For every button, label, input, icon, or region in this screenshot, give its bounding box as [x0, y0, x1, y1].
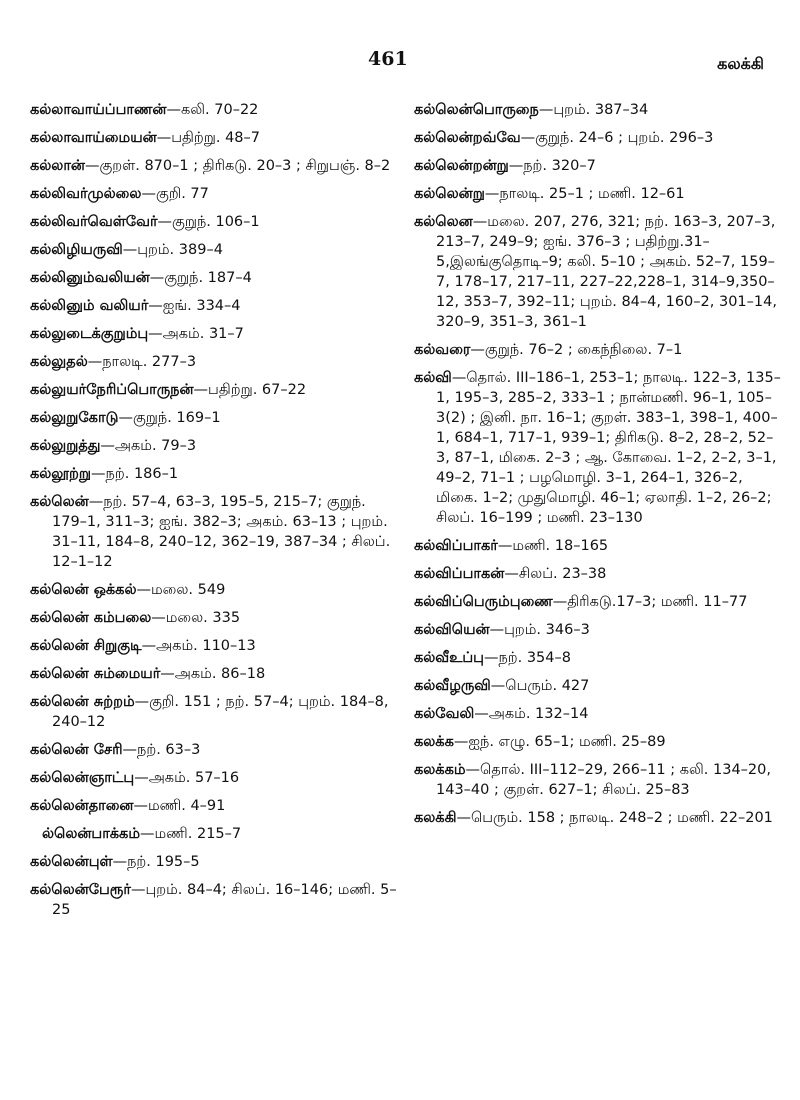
index-entry: [30, 100, 398, 120]
entry-references: —அகம். 31–7: [148, 326, 244, 342]
entry-references: —ஐந். எழு. 65–1; மணி. 25–89: [453, 734, 666, 750]
index-entry: [30, 692, 398, 732]
index-entry: [30, 268, 398, 288]
index-entry: [30, 240, 398, 260]
entry-headword: கல்லென: [414, 214, 473, 230]
entry-headword: கல்லென்று: [414, 186, 485, 202]
entry-headword: கல்லென்பேரூர்: [30, 882, 131, 898]
index-entry: [414, 620, 784, 640]
entry-headword: கல்லென்றன்று: [414, 158, 509, 174]
index-entry: [30, 824, 398, 844]
entry-references: —ஐங். 334–4: [148, 298, 241, 314]
entry-headword: கல்வி: [414, 370, 452, 386]
index-entry: [414, 648, 784, 668]
index-entry: [414, 340, 784, 360]
entry-references: —அகம். 132–14: [474, 706, 589, 722]
index-entry: [414, 564, 784, 584]
entry-references: —குறுந். 106–1: [157, 214, 260, 230]
index-entry: [30, 408, 398, 428]
entry-references: —மணி. 215–7: [140, 826, 242, 842]
index-entry: [414, 676, 784, 696]
entry-headword: கல்லென் சும்மையர்: [30, 666, 161, 682]
entry-references: —புறம். 84–4; சிலப். 16–146; மணி. 5–25: [52, 882, 397, 918]
entry-headword: கல்வீழருவி: [414, 678, 491, 694]
entry-references: —நற். 63–3: [122, 742, 201, 758]
index-entry: [30, 184, 398, 204]
entry-headword: கல்லென் ஒக்கல்: [30, 582, 137, 598]
entry-headword: கல்லுறுத்து: [30, 438, 101, 454]
left-column: [30, 100, 398, 928]
entry-headword: கல்லுறுகோடு: [30, 410, 119, 426]
entry-headword: கல்லாவாய்மையன்: [30, 130, 157, 146]
entry-references: —அகம். 110–13: [141, 638, 256, 654]
entry-references: —புறம். 387–34: [538, 102, 649, 118]
index-entry: [414, 156, 784, 176]
entry-headword: கல்வேலி: [414, 706, 475, 722]
entry-references: —பதிற்று. 48–7: [156, 130, 261, 146]
entry-references: —பெரும். 427: [490, 678, 590, 694]
entry-headword: கல்லென்றவ்வே: [414, 130, 521, 146]
entry-headword: கல்லென்புள்: [30, 854, 113, 870]
entry-headword: கல்லிழியருவி: [30, 242, 123, 258]
entry-headword: கல்லாவாய்ப்பாணன்: [30, 102, 167, 118]
entry-references: —நற். 320–7: [508, 158, 596, 174]
entry-references: —சிலப். 23–38: [504, 566, 607, 582]
entry-headword: கல்லென்தானை: [30, 798, 134, 814]
index-entry: [30, 212, 398, 232]
entry-headword: கல்லென் சுற்றம்: [30, 694, 135, 710]
entry-headword: கலக்க: [414, 734, 454, 750]
index-entry: [414, 808, 784, 828]
index-entry: [30, 464, 398, 484]
index-entry: [414, 128, 784, 148]
entry-references: —மலை. 549: [136, 582, 226, 598]
entry-references: —தொல். III–112–29, 266–11 ; கலி. 134–20, 143–40 ; குறள். 627–1; சிலப். 25–83: [436, 762, 771, 798]
entry-references: —குறி. 151 ; நற். 57–4; புறம். 184–8, 240–12: [52, 694, 389, 730]
entry-references: —நாலடி. 25–1 ; மணி. 12–61: [484, 186, 685, 202]
index-entry: [414, 212, 784, 332]
entry-references: —அகம். 86–18: [160, 666, 266, 682]
entry-references: —அகம். 57–16: [134, 770, 240, 786]
index-entry: [30, 852, 398, 872]
page-number: 461: [368, 48, 408, 70]
entry-references: —மணி. 18–165: [497, 538, 609, 554]
entry-headword: கல்விப்பெரும்புணை: [414, 594, 553, 610]
entry-headword: கல்லென் சிறுகுடி: [30, 638, 142, 654]
right-column: [414, 100, 784, 836]
index-entry: [414, 536, 784, 556]
index-entry: [30, 580, 398, 600]
entry-headword: கல்விப்பாகன்: [414, 566, 505, 582]
entry-headword: கல்லிவர்முல்லை: [30, 186, 142, 202]
index-entry: [30, 740, 398, 760]
entry-headword: கல்லென்பொருநை: [414, 102, 539, 118]
entry-headword: கல்வீஉப்பு: [414, 650, 484, 666]
entry-references: —அகம். 79–3: [100, 438, 197, 454]
entry-references: —தொல். III–186–1, 253–1; நாலடி. 122–3, 135–1, 195–3, 285–2, 333–1 ; நான்மணி. 96–1, 105–3(2) ; இனி. நா. 16–1; குறள். 383–1, 398–1, 400–1, 684–1, 717–1, 939–1; திரிகடு. 8–2, 28–2, 52–3, 87–1, மிகை. 2–3 ; ஆ. கோவை. 1–2, 2–2, 3–1, 49–2, 71–1 ; பழமொழி. 3–1, 264–1, 326–2, மிகை. 1–2; முதுமொழி. 46–1; ஏலாதி. 1–2, 26–2; சிலப். 16–199 ; மணி. 23–130: [436, 370, 781, 526]
index-entry: [414, 184, 784, 204]
entry-references: —குறுந். 187–4: [149, 270, 252, 286]
entry-headword: கல்லூற்று: [30, 466, 92, 482]
index-entry: [30, 608, 398, 628]
index-entry: [30, 636, 398, 656]
entry-headword: கல்வியென்: [414, 622, 490, 638]
entry-headword: கல்லென் கம்பலை: [30, 610, 152, 626]
entry-references: —புறம். 346–3: [489, 622, 590, 638]
entry-references: —நற். 57–4, 63–3, 195–5, 215–7; குறுந். 179–1, 311–3; ஐங். 382–3; அகம். 63–13 ; புறம். 31–11, 184–8, 240–12, 362–19, 387–34 ; சிலப். 12–1–12: [52, 494, 391, 570]
entry-headword: கல்லினும்வலியன்: [30, 270, 150, 286]
entry-references: —மணி. 4–91: [133, 798, 226, 814]
entry-headword: கல்வரை: [414, 342, 471, 358]
index-entry: [414, 704, 784, 724]
index-entry: [414, 592, 784, 612]
entry-references: —நாலடி. 277–3: [87, 354, 197, 370]
entry-headword: கல்லினும் வலியர்: [30, 298, 149, 314]
entry-references: —புறம். 389–4: [122, 242, 223, 258]
index-entry: [30, 156, 398, 176]
running-head: கலக்கி: [717, 54, 764, 73]
index-entry: [414, 368, 784, 528]
entry-references: —குறுந். 169–1: [118, 410, 221, 426]
entry-headword: கல்லிவர்வெள்வேர்: [30, 214, 158, 230]
index-entry: [30, 492, 398, 572]
index-entry: [414, 760, 784, 800]
entry-references: —குறுந். 24–6 ; புறம். 296–3: [520, 130, 714, 146]
entry-references: —கலி. 70–22: [166, 102, 259, 118]
index-entry: [30, 664, 398, 684]
index-entry: [30, 796, 398, 816]
entry-headword: கலக்கி: [414, 810, 457, 826]
entry-headword: கலக்கம்: [414, 762, 466, 778]
index-entry: [414, 100, 784, 120]
entry-headword: கல்லுடைக்குறும்பு: [30, 326, 149, 342]
index-entry: [30, 880, 398, 920]
entry-headword: கல்லென்: [30, 494, 89, 510]
entry-references: —நற். 195–5: [112, 854, 200, 870]
entry-references: —பெரும். 158 ; நாலடி. 248–2 ; மணி. 22–201: [456, 810, 773, 826]
index-entry: [30, 380, 398, 400]
index-entry: [30, 352, 398, 372]
entry-references: —நற். 186–1: [91, 466, 179, 482]
entry-references: —குறள். 870–1 ; திரிகடு. 20–3 ; சிறுபஞ். 8–2: [84, 158, 391, 174]
entry-references: —திரிகடு.17–3; மணி. 11–77: [552, 594, 748, 610]
entry-headword: கல்லான்: [30, 158, 85, 174]
entry-references: —குறி. 77: [141, 186, 209, 202]
entry-headword: கல்லுதல்: [30, 354, 88, 370]
entry-references: —நற். 354–8: [483, 650, 571, 666]
entry-headword: கல்விப்பாகர்: [414, 538, 498, 554]
index-entry: [30, 768, 398, 788]
index-entry: [30, 128, 398, 148]
index-entry: [414, 732, 784, 752]
entry-headword: ல்லென்பாக்கம்: [42, 826, 141, 842]
entry-references: —மலை. 335: [151, 610, 241, 626]
entry-headword: கல்லென் சேரி: [30, 742, 123, 758]
entry-references: —குறுந். 76–2 ; கைந்நிலை. 7–1: [470, 342, 683, 358]
entry-headword: கல்லென்ஞாட்பு: [30, 770, 135, 786]
entry-headword: கல்லுயர்நேரிப்பொருநன்: [30, 382, 194, 398]
index-entry: [30, 324, 398, 344]
entry-references: —பதிற்று. 67–22: [193, 382, 307, 398]
index-entry: [30, 436, 398, 456]
index-entry: [30, 296, 398, 316]
entry-references: —மலை. 207, 276, 321; நற். 163–3, 207–3, 213–7, 249–9; ஐங். 376–3 ; பதிற்று.31–5,இலங்குதொடி–9; கலி. 5–10 ; அகம். 52–7, 159–7, 178–17, 217–11, 227–22,228–1, 314–9,350–12, 353–7, 392–11; புறம். 84–4, 160–2, 301–14, 320–9, 351–3, 361–1: [436, 214, 777, 330]
